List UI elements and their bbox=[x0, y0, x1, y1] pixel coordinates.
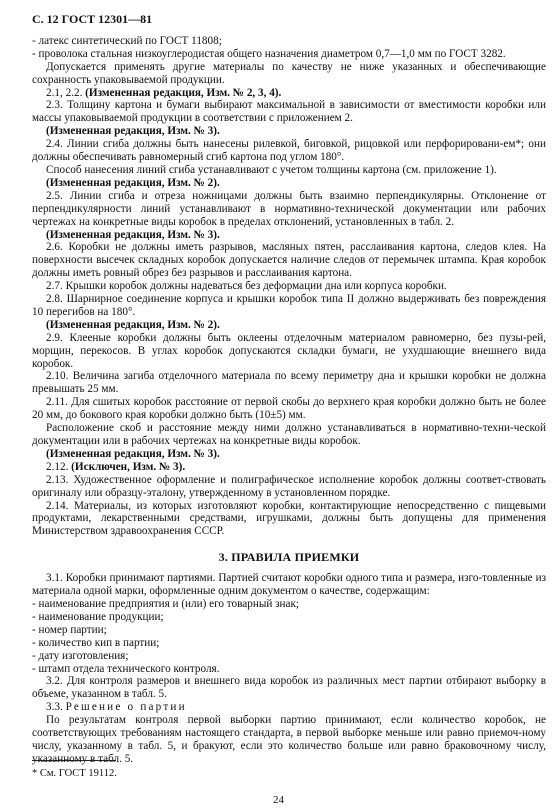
list-item: - номер партии; bbox=[32, 623, 107, 636]
list-item: - наименование предприятия и (или) его товарный знак; bbox=[32, 597, 300, 610]
paragraph-materials: Допускается применять другие материалы по качеству не ниже указанных и обеспечивающие сохранность упаковываемой продукции. bbox=[32, 60, 546, 86]
clause-2-9: 2.9. Клееные коробки должны быть оклеены отделочным материалом равномерно, без пузы-рей, морщин, перекосов. В углах коробок допускаются складки бумаги, не ухудшающие внешнего вида коробок. bbox=[32, 331, 546, 370]
amendment-note: (Измененная редакция, Изм. № 3). bbox=[46, 447, 220, 460]
amendment-note: (Измененная редакция, Изм. № 3). bbox=[46, 228, 220, 241]
clause-3-3: 3.3. Решение о партии bbox=[46, 701, 187, 714]
page-number: 24 bbox=[273, 794, 284, 806]
page-header: С. 12 ГОСТ 12301—81 bbox=[32, 12, 153, 26]
clause-2-5: 2.5. Линии сгиба и отреза ножницами должны быть взаимно перпендикулярны. Отклонение от перпендикулярности линий устанавливают в нормативно-технической документации или рабочих чертежах на конкретные виды коробок в пределах отклонений, установленных в табл. 2. bbox=[32, 189, 546, 228]
clause-2-4: 2.4. Линии сгиба должны быть нанесены рилевкой, биговкой, рицовкой или перфорировани-ем*; они должны обеспечивать равномерный сгиб картона под углом 180°. bbox=[32, 138, 546, 164]
list-item: - штамп отдела технического контроля. bbox=[32, 662, 220, 675]
clause-3-1: 3.1. Коробки принимают партиями. Партией считают коробки одного типа и размера, изго-товленные из материала одной марки, оформленные одним документом о качестве, содержащим: bbox=[32, 572, 546, 598]
amendment-note: (Измененная редакция, Изм. № 3). bbox=[46, 125, 220, 138]
list-item: - количество кип в партии; bbox=[32, 636, 160, 649]
list-item-wire: - проволока стальная низкоуглеродистая общего назначения диаметром 0,7—1,0 мм по ГОСТ 3282. bbox=[32, 47, 506, 60]
footnote-rule bbox=[32, 760, 116, 761]
clause-2-8: 2.8. Шарнирное соединение корпуса и крышки коробок типа II должно выдерживать без повреждения 10 перегибов на 180°. bbox=[32, 293, 546, 318]
section-title: 3. ПРАВИЛА ПРИЕМКИ bbox=[218, 550, 360, 565]
clause-3-2: 3.2. Для контроля размеров и внешнего вида коробок из различных мест партии отбирают выборку в объеме, указанном в табл. 5. bbox=[32, 675, 546, 701]
clause-2-13: 2.13. Художественное оформление и полиграфическое исполнение коробок должны соответ-ствовать оригиналу или образцу-эталону, утвержденному в установленном порядке. bbox=[32, 473, 546, 499]
clause-2-14: 2.14. Материалы, из которых изготовляют коробки, контактирующие непосредственно с пищевыми продуктами, лекарственными средствами, игрушками, должны быть допущены для применения Министерством здравоохранения СССР. bbox=[32, 499, 546, 538]
paragraph-lot-decision: По результатам контроля первой выборки партию принимают, если количество коробок, не соответствующих требованиям настоящего стандарта, в первой выборке меньше или равно приемоч-ному числу, указанному в табл. 5, и бракуют, если это количество больше или равно браковочному числу, указанному в табл. 5. bbox=[32, 714, 546, 765]
clause-2-3: 2.3. Толщину картона и бумаги выбирают максимальной в зависимости от вместимости коробки или массы упаковываемой продукции в соответствии с приложением 2. bbox=[32, 99, 546, 125]
paragraph-staples: Расположение скоб и расстояние между ними должно устанавливаться в нормативно-техни-ческой документации или в рабочих чертежах на конкретные виды коробок. bbox=[32, 422, 546, 447]
paragraph-fold-method: Способ нанесения линий сгиба устанавливают с учетом толщины картона (см. приложение 1). bbox=[46, 163, 497, 176]
clause-2-6: 2.6. Коробки не должны иметь разрывов, масляных пятен, расслаивания картона, следов клея. На поверхности высечек складных коробок допускается наличие следов от перемычек штампа. Края коробок должны иметь ровный обрез без разрывов и расслаивания картона. bbox=[32, 241, 546, 280]
clause-2-7: 2.7. Крышки коробок должны надеваться без деформации дна или корпуса коробки. bbox=[46, 280, 447, 293]
clause-2-12: 2.12. (Исключен, Изм. № 3). bbox=[46, 460, 186, 473]
amendment-note: (Измененная редакция, Изм. № 2). bbox=[46, 176, 220, 189]
clause-2-10: 2.10. Величина загиба отделочного материала по всему периметру дна и крышки коробки не должна превышать 25 мм. bbox=[32, 370, 546, 396]
amendment-note: (Измененная редакция, Изм. № 2, 3, 4). bbox=[85, 86, 282, 99]
exclusion-note: (Исключен, Изм. № 3). bbox=[71, 460, 186, 473]
list-item-latex: - латекс синтетический по ГОСТ 11808; bbox=[32, 34, 222, 47]
list-item: - дату изготовления; bbox=[32, 649, 129, 662]
clause-2-11: 2.11. Для сшитых коробок расстояние от первой скобы до верхнего края коробки должно быть не более 20 мм, до бокового края коробки должно быть (10±5) мм. bbox=[32, 396, 546, 422]
clause-2-1-2-2: 2.1, 2.2. (Измененная редакция, Изм. № 2, 3, 4). bbox=[46, 86, 282, 99]
clause-3-3-title: Решение о партии bbox=[65, 701, 187, 714]
list-item: - наименование продукции; bbox=[32, 610, 164, 623]
footnote: * См. ГОСТ 19112. bbox=[32, 768, 117, 779]
amendment-note: (Измененная редакция, Изм. № 2). bbox=[46, 318, 220, 331]
